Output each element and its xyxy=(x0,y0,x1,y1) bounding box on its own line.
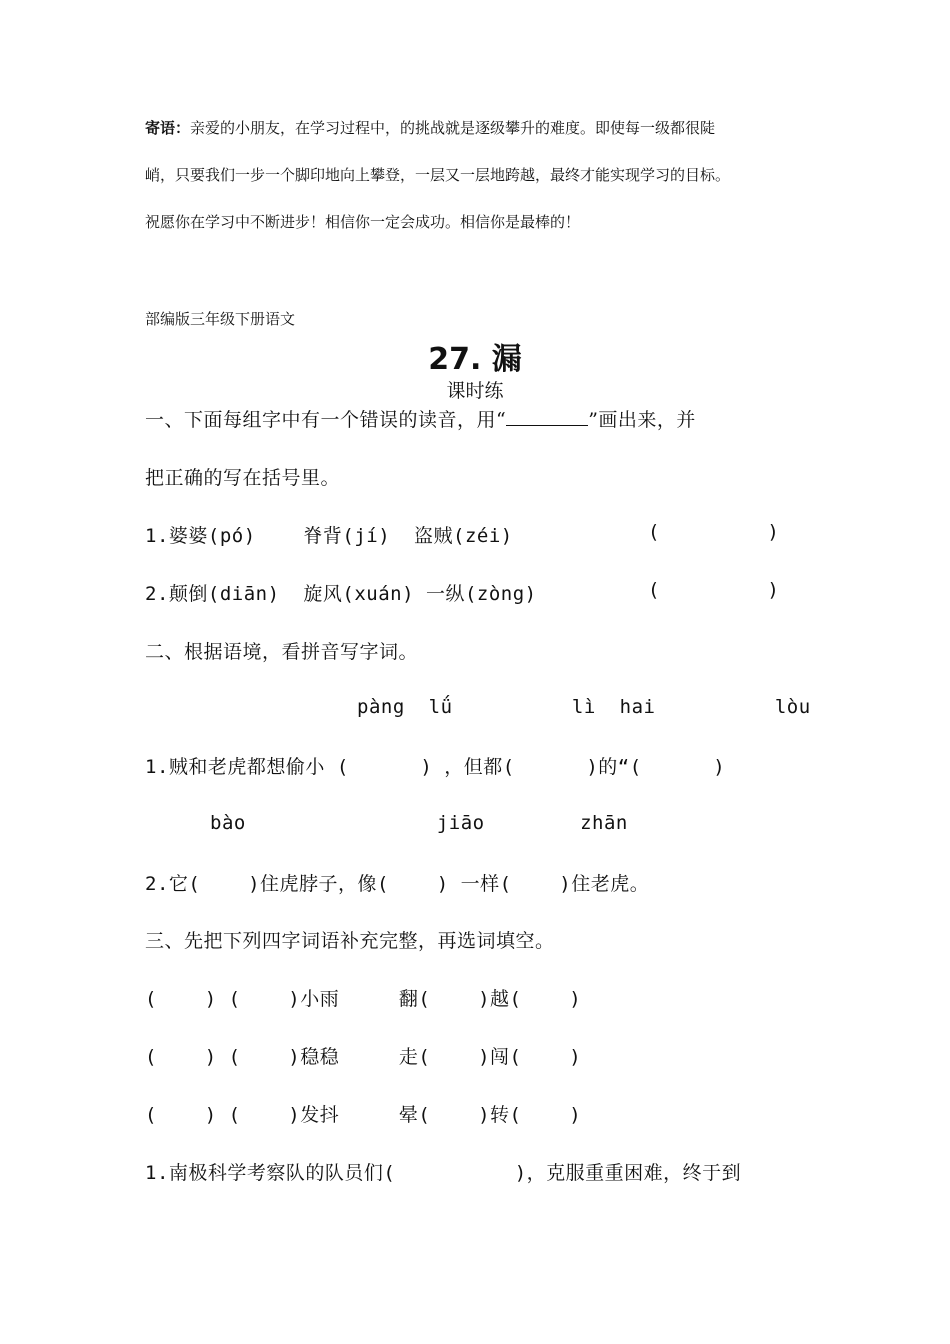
page-title: 27. 漏 xyxy=(428,342,522,377)
section2-question-1: 1.贼和老虎都想偷小 ( ) ，但都( )的“( ) xyxy=(145,756,726,778)
message-line-3: 祝愿你在学习中不断进步！相信你一定会成功。相信你是最棒的！ xyxy=(145,213,581,231)
section1-heading-a: 一、下面每组字中有一个错误的读音，用“ xyxy=(145,409,507,431)
message-label: 寄语： xyxy=(145,119,191,137)
page-subtitle: 课时练 xyxy=(446,380,504,402)
section3-row-1: ( ) ( )小雨 翻( )越( ) xyxy=(145,988,582,1010)
section1-answer-1: ( ) xyxy=(648,521,780,543)
section3-row-2: ( ) ( )稳稳 走( )闯( ) xyxy=(145,1046,582,1068)
section1-question-2: 2.颠倒(diān) 旋风(xuán) 一纵(zòng) xyxy=(145,583,537,605)
section1-answer-2: ( ) xyxy=(648,579,780,601)
section3-row-3: ( ) ( )发抖 晕( )转( ) xyxy=(145,1104,582,1126)
message-line-2: 峭，只要我们一步一个脚印地向上攀登，一层又一层地跨越，最终才能实现学习的目标。 xyxy=(145,166,731,184)
section2-pinyin-2: bào jiāo zhān xyxy=(210,812,628,834)
section1-question-1: 1.婆婆(pó) 脊背(jí) 盗贼(zéi) xyxy=(145,525,513,547)
section3-question-1: 1.南极科学考察队的队员们( )，克服重重困难，终于到 xyxy=(145,1162,742,1184)
message-line-1 xyxy=(145,117,715,138)
underline-sample xyxy=(506,409,588,426)
section1-heading-line2: 把正确的写在括号里。 xyxy=(145,467,341,489)
message-text-1: 亲爱的小朋友，在学习过程中，的挑战就是逐级攀升的难度。即使每一级都很陡 xyxy=(190,119,716,137)
section1-heading xyxy=(145,405,696,432)
section2-pinyin-1: pàng lǘ lì hai lòu xyxy=(357,696,811,718)
section2-question-2: 2.它( )住虎脖子，像( ) 一样( )住老虎。 xyxy=(145,873,650,895)
section3-heading: 三、先把下列四字词语补充完整，再选词填空。 xyxy=(145,930,555,952)
section1-heading-b: ”画出来，并 xyxy=(588,409,696,431)
source-label: 部编版三年级下册语文 xyxy=(145,310,296,328)
section2-heading: 二、根据语境，看拼音写字词。 xyxy=(145,641,419,663)
